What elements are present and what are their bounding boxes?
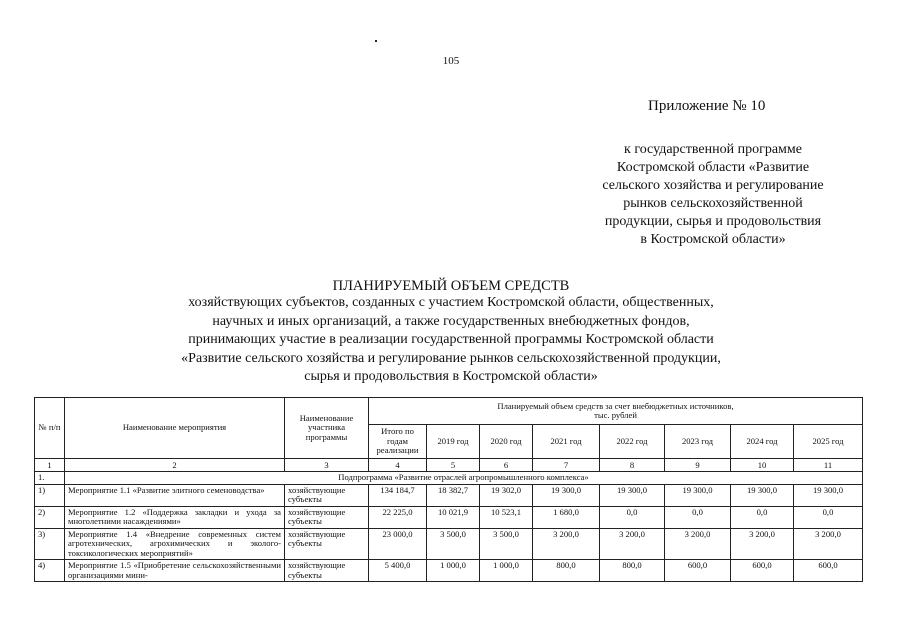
- header-row: [35, 398, 863, 425]
- appendix-line: сельского хозяйства и регулирование: [602, 178, 824, 193]
- subprogram-row: [35, 472, 863, 485]
- header-year: 2024 год: [731, 425, 794, 459]
- year-value: 10 523,1: [480, 506, 533, 528]
- year-value: 0,0: [731, 506, 794, 528]
- header-participant: Наименование участника программы: [285, 398, 369, 459]
- funding-table: [34, 397, 863, 582]
- appendix-title: Приложение № 10: [648, 98, 766, 114]
- subtitle-line: хозяйствующих субъектов, созданных с участием Костромской области, общественных,: [188, 295, 714, 310]
- subtitle-line: принимающих участие в реализации государственной программы Костромской области: [188, 332, 714, 347]
- year-value: 3 200,0: [600, 528, 665, 560]
- header-year: 2021 год: [533, 425, 600, 459]
- appendix-line: Костромской области «Развитие: [616, 160, 810, 175]
- row-number: 2): [35, 506, 65, 528]
- subtitle-line: «Развитие сельского хозяйства и регулирование рынков сельскохозяйственной продукции,: [181, 350, 721, 366]
- column-index-row: [35, 459, 863, 472]
- total-value: 22 225,0: [369, 506, 427, 528]
- total-value: 23 000,0: [369, 528, 427, 560]
- header-funding-group: [369, 398, 863, 425]
- header-total: Итого по годам реализации: [369, 425, 427, 459]
- year-value: 3 200,0: [665, 528, 731, 560]
- header-funding-line: Планируемый объем средств за счет внебюджетных источников,: [497, 400, 734, 411]
- column-index: 2: [65, 459, 285, 472]
- header-year: 2020 год: [480, 425, 533, 459]
- year-value: 3 200,0: [731, 528, 794, 560]
- year-value: 19 300,0: [600, 484, 665, 506]
- appendix-line: к государственной программе: [624, 142, 802, 157]
- total-value: 134 184,7: [369, 484, 427, 506]
- column-index: 10: [731, 459, 794, 472]
- document-subtitle: [100, 294, 802, 387]
- header-year: 2023 год: [665, 425, 731, 459]
- activity-name: Мероприятие 1.5 «Приобретение сельскохозяйственными организациями мини-: [65, 560, 285, 582]
- appendix-line: продукции, сырья и продовольствия: [604, 214, 822, 229]
- column-index: 3: [285, 459, 369, 472]
- year-value: 600,0: [665, 560, 731, 582]
- year-value: 0,0: [794, 506, 863, 528]
- year-value: 3 200,0: [533, 528, 600, 560]
- year-value: 1 000,0: [427, 560, 480, 582]
- activity-name: Мероприятие 1.4 «Внедрение современных систем агротехнических, агрохимических и эколого-токсикологических мероприятий»: [65, 528, 285, 560]
- activity-name: Мероприятие 1.2 «Поддержка закладки и ухода за многолетними насаждениями»: [65, 506, 285, 528]
- subtitle-line: научных и иных организаций, а также государственных внебюджетных фондов,: [212, 313, 690, 329]
- participant-name: хозяйствующие субъекты: [285, 560, 369, 582]
- header-funding-unit: тыс. рублей: [594, 410, 637, 420]
- year-value: 3 200,0: [794, 528, 863, 560]
- year-value: 19 300,0: [794, 484, 863, 506]
- appendix-line: рынков сельскохозяйственной: [623, 196, 803, 211]
- column-index: 7: [533, 459, 600, 472]
- column-index: 4: [369, 459, 427, 472]
- year-value: 10 021,9: [427, 506, 480, 528]
- column-index: 6: [480, 459, 533, 472]
- header-year: 2025 год: [794, 425, 863, 459]
- column-index: 11: [794, 459, 863, 472]
- row-number: 4): [35, 560, 65, 582]
- year-value: 18 382,7: [427, 484, 480, 506]
- table-row: [35, 484, 863, 506]
- participant-name: хозяйствующие субъекты: [285, 528, 369, 560]
- table-row: [35, 506, 863, 528]
- page-number: 105: [442, 55, 460, 67]
- year-value: 19 300,0: [731, 484, 794, 506]
- document-title: ПЛАНИРУЕМЫЙ ОБЪЕМ СРЕДСТВ: [332, 278, 570, 294]
- subprogram-title: Подпрограмма «Развитие отраслей агропромышленного комплекса»: [65, 472, 863, 485]
- year-value: 1 000,0: [480, 560, 533, 582]
- year-value: 800,0: [533, 560, 600, 582]
- year-value: 3 500,0: [427, 528, 480, 560]
- year-value: 19 302,0: [480, 484, 533, 506]
- year-value: 19 300,0: [533, 484, 600, 506]
- year-value: 1 680,0: [533, 506, 600, 528]
- subprogram-number: 1.: [35, 472, 65, 485]
- appendix-description: [568, 141, 858, 249]
- year-value: 600,0: [794, 560, 863, 582]
- table-row: [35, 560, 863, 582]
- year-value: 800,0: [600, 560, 665, 582]
- column-index: 9: [665, 459, 731, 472]
- header-year: 2022 год: [600, 425, 665, 459]
- participant-name: хозяйствующие субъекты: [285, 506, 369, 528]
- year-value: 0,0: [665, 506, 731, 528]
- column-index: 8: [600, 459, 665, 472]
- row-number: 1): [35, 484, 65, 506]
- header-number: № п/п: [35, 398, 65, 459]
- column-index: 5: [427, 459, 480, 472]
- year-value: 600,0: [731, 560, 794, 582]
- appendix-line: в Костромской области»: [640, 232, 786, 247]
- column-index: 1: [35, 459, 65, 472]
- year-value: 3 500,0: [480, 528, 533, 560]
- table-row: [35, 528, 863, 560]
- header-activity-name: Наименование мероприятия: [65, 398, 285, 459]
- row-number: 3): [35, 528, 65, 560]
- header-year: 2019 год: [427, 425, 480, 459]
- year-value: 0,0: [600, 506, 665, 528]
- activity-name: Мероприятие 1.1 «Развитие элитного семеноводства»: [65, 484, 285, 506]
- participant-name: хозяйствующие субъекты: [285, 484, 369, 506]
- year-value: 19 300,0: [665, 484, 731, 506]
- scan-speck: [375, 40, 377, 42]
- subtitle-line: сырья и продовольствия в Костромской области»: [304, 369, 598, 384]
- total-value: 5 400,0: [369, 560, 427, 582]
